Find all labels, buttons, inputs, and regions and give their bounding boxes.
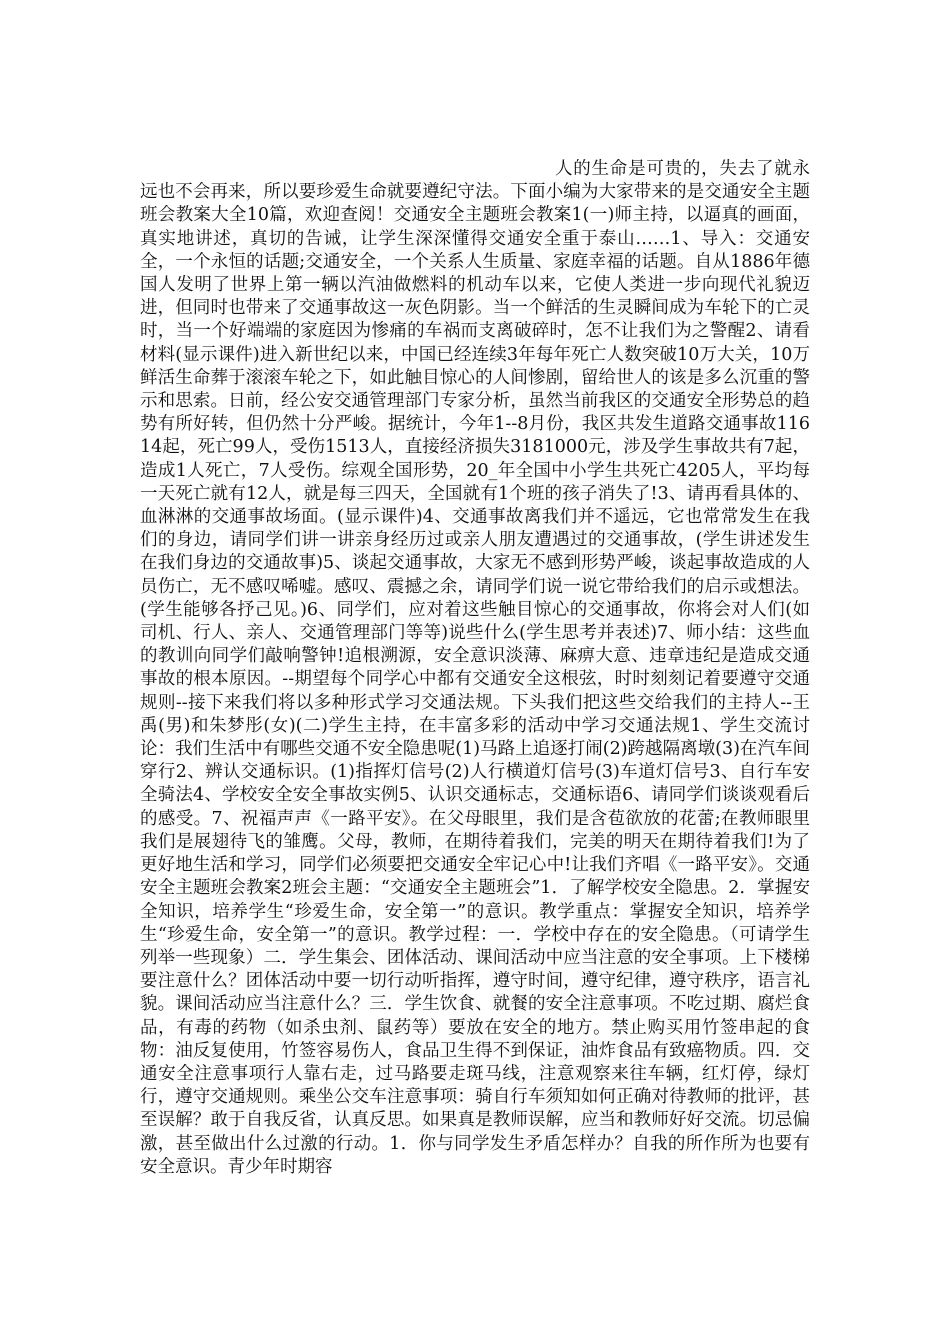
document-body-text: 人的生命是可贵的，失去了就永远也不会再来，所以要珍爱生命就要遵纪守法。下面小编为大家带来的是交通安全主题班会教案大全10篇，欢迎查阅！交通安全主题班会教案1(一)师主持，以逼真的画面，真实地讲述，真切的告诫，让学生深深懂得交通安全重于泰山……1、导入：交通安全，一个永恒的话题;交通安全，一个关系人生质量、家庭幸福的话题。自从1886年德国人发明了世界上第一辆以汽油做燃料的机动车以来，它使人类进一步向现代礼貌迈进，但同时也带来了交通事故这一灰色阴影。当一个鲜活的生灵瞬间成为车轮下的亡灵时，当一个好端端的家庭因为惨痛的车祸而支离破碎时，怎不让我们为之警醒2、请看材料(显示课件)进入新世纪以来，中国已经连续3年每年死亡人数突破10万大关，10万鲜活生命葬于滚滚车轮之下，如此触目惊心的人间惨剧，留给世人的该是多么沉重的警示和思索。日前，经公安交通管理部门专家分析，虽然当前我区的交通安全形势总的趋势有所好转，但仍然十分严峻。据统计，今年1--8月份，我区共发生道路交通事故11614起，死亡99人，受伤1513人，直接经济损失3181000元，涉及学生事故共有7起，造成1人死亡，7人受伤。综观全国形势，20_年全国中小学生共死亡4205人，平均每一天死亡就有12人，就是每三四天，全国就有1个班的孩子消失了!3、请再看具体的、血淋淋的交通事故场面。(显示课件)4、交通事故离我们并不遥远，它也常常发生在我们的身边，请同学们讲一讲亲身经历过或亲人朋友遭遇过的交通事故，(学生讲述发生在我们身边的交通故事)5、谈起交通事故，大家无不感到形势严峻，谈起事故造成的人员伤亡，无不感叹唏嘘。感叹、震撼之余，请同学们说一说它带给我们的启示或想法。(学生能够各抒己见。)6、同学们，应对着这些触目惊心的交通事故，你将会对人们(如司机、行人、亲人、交通管理部门等等)说些什么(学生思考并表述)7、师小结：这些血的教训向同学们敲响警钟!追根溯源，安全意识淡薄、麻痹大意、违章违纪是造成交通事故的根本原因。--期望每个同学心中都有交通安全这根弦，时时刻刻记着要遵守交通规则--接下来我们将以多种形式学习交通法规。下头我们把这些交给我们的主持人--王禹(男)和朱梦彤(女)(二)学生主持，在丰富多彩的活动中学习交通法规1、学生交流讨论：我们生活中有哪些交通不安全隐患呢(1)马路上追逐打闹(2)跨越隔离墩(3)在汽车间穿行2、辨认交通标识。(1)指挥灯信号(2)人行横道灯信号(3)车道灯信号3、自行车安全骑法4、学校安全安全事故实例5、认识交通标志，交通标语6、请同学们谈谈观看后的感受。7、祝福声声《一路平安》。在父母眼里，我们是含苞欲放的花蕾;在教师眼里我们是展翅待飞的雏鹰。父母，教师，在期待着我们，完美的明天在期待着我们!为了更好地生活和学习，同学们必须要把交通安全牢记心中!让我们齐唱《一路平安》。交通安全主题班会教案2班会主题：“交通安全主题班会”1．了解学校安全隐患。2．掌握安全知识，培养学生“珍爱生命，安全第一”的意识。教学重点：掌握安全知识，培养学生“珍爱生命，安全第一”的意识。教学过程：一．学校中存在的安全隐患。（可请学生列举一些现象）二．学生集会、团体活动、课间活动中应当注意的安全事项。上下楼梯要注意什么？团体活动中要一切行动听指挥，遵守时间，遵守纪律，遵守秩序，语言礼貌。课间活动应当注意什么？三．学生饮食、就餐的安全注意事项。不吃过期、腐烂食品，有毒的药物（如杀虫剂、鼠药等）要放在安全的地方。禁止购买用竹签串起的食物：油反复使用，竹签容易伤人，食品卫生得不到保证，油炸食品有致癌物质。四．交通安全注意事项行人靠右走，过马路要走斑马线，注意观察来往车辆，红灯停，绿灯行，遵守交通规则。乘坐公交车注意事项：骑自行车须知如何正确对待教师的批评，甚至误解？敢于自我反省，认真反思。如果真是教师误解，应当和教师好好交流。切忌偏激，甚至做出什么过激的行动。1．你与同学发生矛盾怎样办？自我的所作所为也要有安全意识。青少年时期容 [140, 159, 810, 1177]
